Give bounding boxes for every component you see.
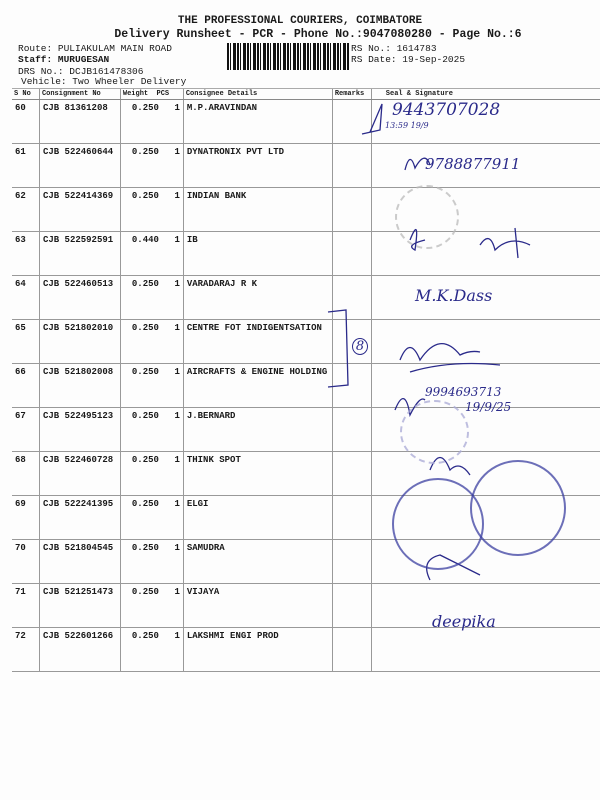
consignee: VIJAYA bbox=[183, 584, 332, 628]
consignment-no: CJB 522460644 bbox=[39, 144, 120, 188]
route: Route: PULIAKULAM MAIN ROAD bbox=[18, 43, 172, 54]
col-sno: S No bbox=[12, 89, 39, 100]
consignment-no: CJB 81361208 bbox=[39, 100, 120, 144]
consignee: ELGI bbox=[183, 496, 332, 540]
sno: 63 bbox=[12, 232, 39, 276]
consignment-no: CJB 522414369 bbox=[39, 188, 120, 232]
sno: 66 bbox=[12, 364, 39, 408]
company-title: THE PROFESSIONAL COURIERS, COIMBATORE bbox=[177, 15, 423, 27]
handwritten-name: deepika bbox=[432, 612, 496, 631]
sno: 60 bbox=[12, 100, 39, 144]
rs-date: RS Date: 19-Sep-2025 bbox=[351, 54, 466, 65]
sno: 62 bbox=[12, 188, 39, 232]
col-remarks: Remarks bbox=[332, 89, 371, 100]
consignee: LAKSHMI ENGI PROD bbox=[183, 628, 332, 672]
weight: 0.250 bbox=[131, 279, 159, 289]
sno: 69 bbox=[12, 496, 39, 540]
rs-number: RS No.: 1614783 bbox=[351, 43, 437, 54]
weight: 0.440 bbox=[131, 235, 159, 245]
pcs: 1 bbox=[174, 191, 180, 201]
runsheet-subtitle: Delivery Runsheet - PCR - Phone No.:9047080280 - Page No.:6 bbox=[114, 28, 522, 41]
handwritten-name: M.K.Dass bbox=[415, 286, 493, 305]
consignment-no: CJB 522460728 bbox=[39, 452, 120, 496]
handwritten-phone: 9788877911 bbox=[425, 155, 521, 173]
sno: 68 bbox=[12, 452, 39, 496]
pcs: 1 bbox=[174, 323, 180, 333]
seal-stamp bbox=[470, 460, 566, 556]
consignee: IB bbox=[183, 232, 332, 276]
col-signature: Seal & Signature bbox=[371, 89, 600, 100]
consignment-no: CJB 522241395 bbox=[39, 496, 120, 540]
consignment-no: CJB 521804545 bbox=[39, 540, 120, 584]
weight: 0.250 bbox=[131, 455, 159, 465]
remark-mark: 8 bbox=[352, 338, 368, 355]
sno: 65 bbox=[12, 320, 39, 364]
consignee: SAMUDRA bbox=[183, 540, 332, 584]
drs-number: DRS No.: DCJB161478306 bbox=[18, 66, 144, 77]
col-consignment: Consignment No bbox=[39, 89, 120, 100]
consignment-no: CJB 522495123 bbox=[39, 408, 120, 452]
pcs: 1 bbox=[174, 147, 180, 157]
weight: 0.250 bbox=[131, 323, 159, 333]
handwritten-phone: 9443707028 bbox=[392, 100, 501, 120]
consignment-no: CJB 521802010 bbox=[39, 320, 120, 364]
sno: 71 bbox=[12, 584, 39, 628]
pcs: 1 bbox=[174, 367, 180, 377]
consignment-no: CJB 521251473 bbox=[39, 584, 120, 628]
signature bbox=[405, 158, 430, 170]
pcs: 1 bbox=[174, 279, 180, 289]
handwritten-phone: 9994693713 bbox=[425, 385, 502, 399]
consignee: THINK SPOT bbox=[183, 452, 332, 496]
sno: 70 bbox=[12, 540, 39, 584]
consignment-no: CJB 522592591 bbox=[39, 232, 120, 276]
faint-stamp bbox=[395, 185, 459, 249]
seal-stamp bbox=[392, 478, 484, 570]
weight: 0.250 bbox=[131, 411, 159, 421]
pcs: 1 bbox=[174, 411, 180, 421]
weight: 0.250 bbox=[131, 543, 159, 553]
col-consignee: Consignee Details bbox=[183, 89, 332, 100]
pcs: 1 bbox=[174, 103, 180, 113]
consignment-no: CJB 521802008 bbox=[39, 364, 120, 408]
signature bbox=[400, 344, 500, 372]
pcs: 1 bbox=[174, 543, 180, 553]
pcs: 1 bbox=[174, 499, 180, 509]
weight: 0.250 bbox=[131, 103, 159, 113]
sno: 72 bbox=[12, 628, 39, 672]
vehicle: Vehicle: Two Wheeler Delivery bbox=[21, 76, 187, 87]
consignee: CENTRE FOT INDIGENTSATION bbox=[183, 320, 332, 364]
pcs: 1 bbox=[174, 631, 180, 641]
pcs: 1 bbox=[174, 455, 180, 465]
handwritten-date: 19/9/25 bbox=[465, 400, 512, 414]
signature bbox=[480, 228, 530, 258]
pcs: 1 bbox=[174, 587, 180, 597]
weight: 0.250 bbox=[131, 147, 159, 157]
signature bbox=[328, 310, 348, 387]
consignee: VARADARAJ R K bbox=[183, 276, 332, 320]
col-weight-pcs: Weight PCS bbox=[120, 89, 183, 100]
handwritten-time: 13:59 19/9 bbox=[385, 121, 429, 130]
sno: 61 bbox=[12, 144, 39, 188]
weight: 0.250 bbox=[131, 631, 159, 641]
consignee: J.BERNARD bbox=[183, 408, 332, 452]
signature bbox=[362, 104, 382, 134]
weight: 0.250 bbox=[131, 499, 159, 509]
weight: 0.250 bbox=[131, 367, 159, 377]
consignee: DYNATRONIX PVT LTD bbox=[183, 144, 332, 188]
consignment-no: CJB 522601266 bbox=[39, 628, 120, 672]
faint-stamp bbox=[400, 400, 469, 464]
sno: 64 bbox=[12, 276, 39, 320]
staff: Staff: MURUGESAN bbox=[18, 54, 110, 65]
weight: 0.250 bbox=[131, 191, 159, 201]
pcs: 1 bbox=[174, 235, 180, 245]
consignee: M.P.ARAVINDAN bbox=[183, 100, 332, 144]
consignment-no: CJB 522460513 bbox=[39, 276, 120, 320]
sno: 67 bbox=[12, 408, 39, 452]
consignee: INDIAN BANK bbox=[183, 188, 332, 232]
weight: 0.250 bbox=[131, 587, 159, 597]
consignee: AIRCRAFTS & ENGINE HOLDING bbox=[183, 364, 332, 408]
